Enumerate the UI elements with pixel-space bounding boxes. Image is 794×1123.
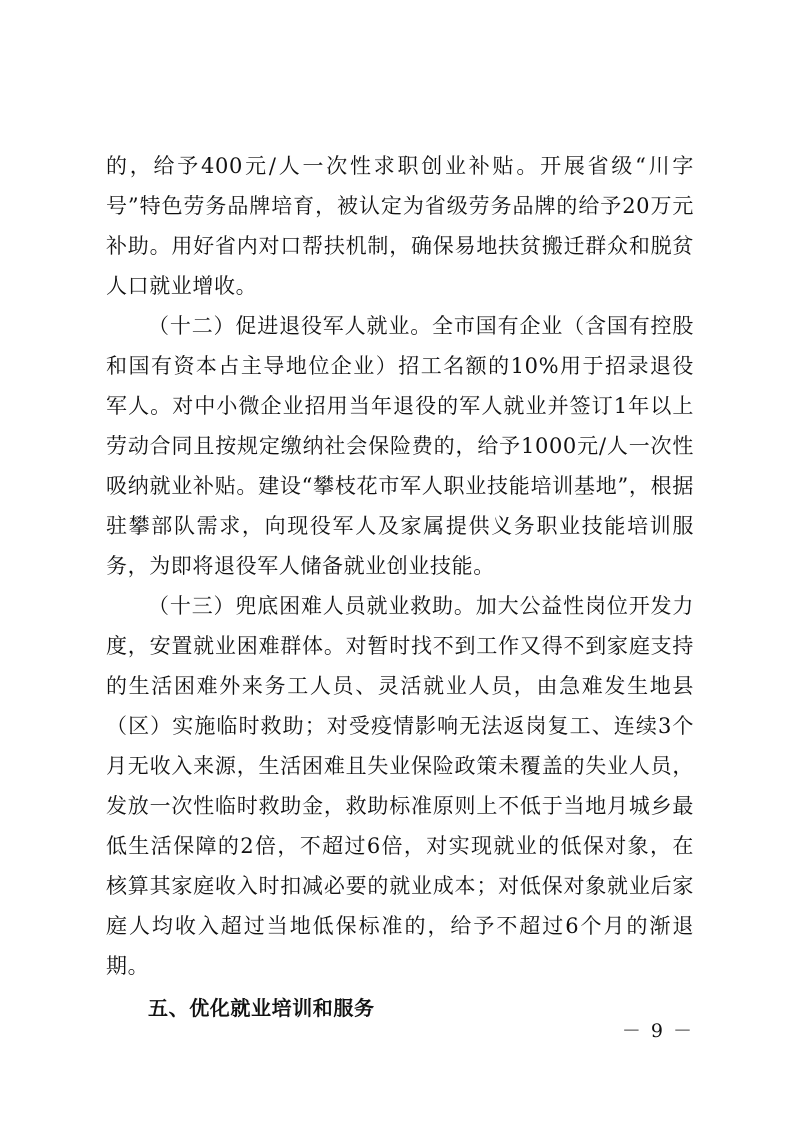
page-number: － 9 －: [621, 1020, 694, 1042]
paragraph-hardship-assistance: （十三）兜底困难人员就业救助。加大公益性岗位开发力度，安置就业困难群体。对暂时找不到工作又得不到家庭支持的生活困难外来务工人员、灵活就业人员，由急难发生地县（区）实施临时救助；对受疫情影响无法返岗复工、连续3个月无收入来源，生活困难且失业保险政策未覆盖的失业人员，发放一次性临时救助金，救助标准原则上不低于当地月城乡最低生活保障的2倍，不超过6倍，对实现就业的低保对象，在核算其家庭收入时扣减必要的就业成本；对低保对象就业后家庭人均收入超过当地低保标准的，给予不超过6个月的渐退期。: [106, 594, 694, 978]
paragraph-veterans-employment: （十二）促进退役军人就业。全市国有企业（含国有控股和国有资本占主导地位企业）招工名额的10%用于招录退役军人。对中小微企业招用当年退役的军人就业并签订1年以上劳动合同且按规定缴纳社会保险费的，给予1000元/人一次性吸纳就业补贴。建设“攀枝花市军人职业技能培训基地”，根据驻攀部队需求，向现役军人及家属提供义务职业技能培训服务，为即将退役军人储备就业创业技能。: [106, 314, 694, 578]
paragraph-continuation: 的，给予400元/人一次性求职创业补贴。开展省级“川字号”特色劳务品牌培育，被认定为省级劳务品牌的给予20万元补助。用好省内对口帮扶机制，确保易地扶贫搬迁群众和脱贫人口就业增收。: [106, 154, 694, 298]
body-text: [106, 146, 694, 1028]
section-heading: 五、优化就业培训和服务: [148, 996, 375, 1020]
